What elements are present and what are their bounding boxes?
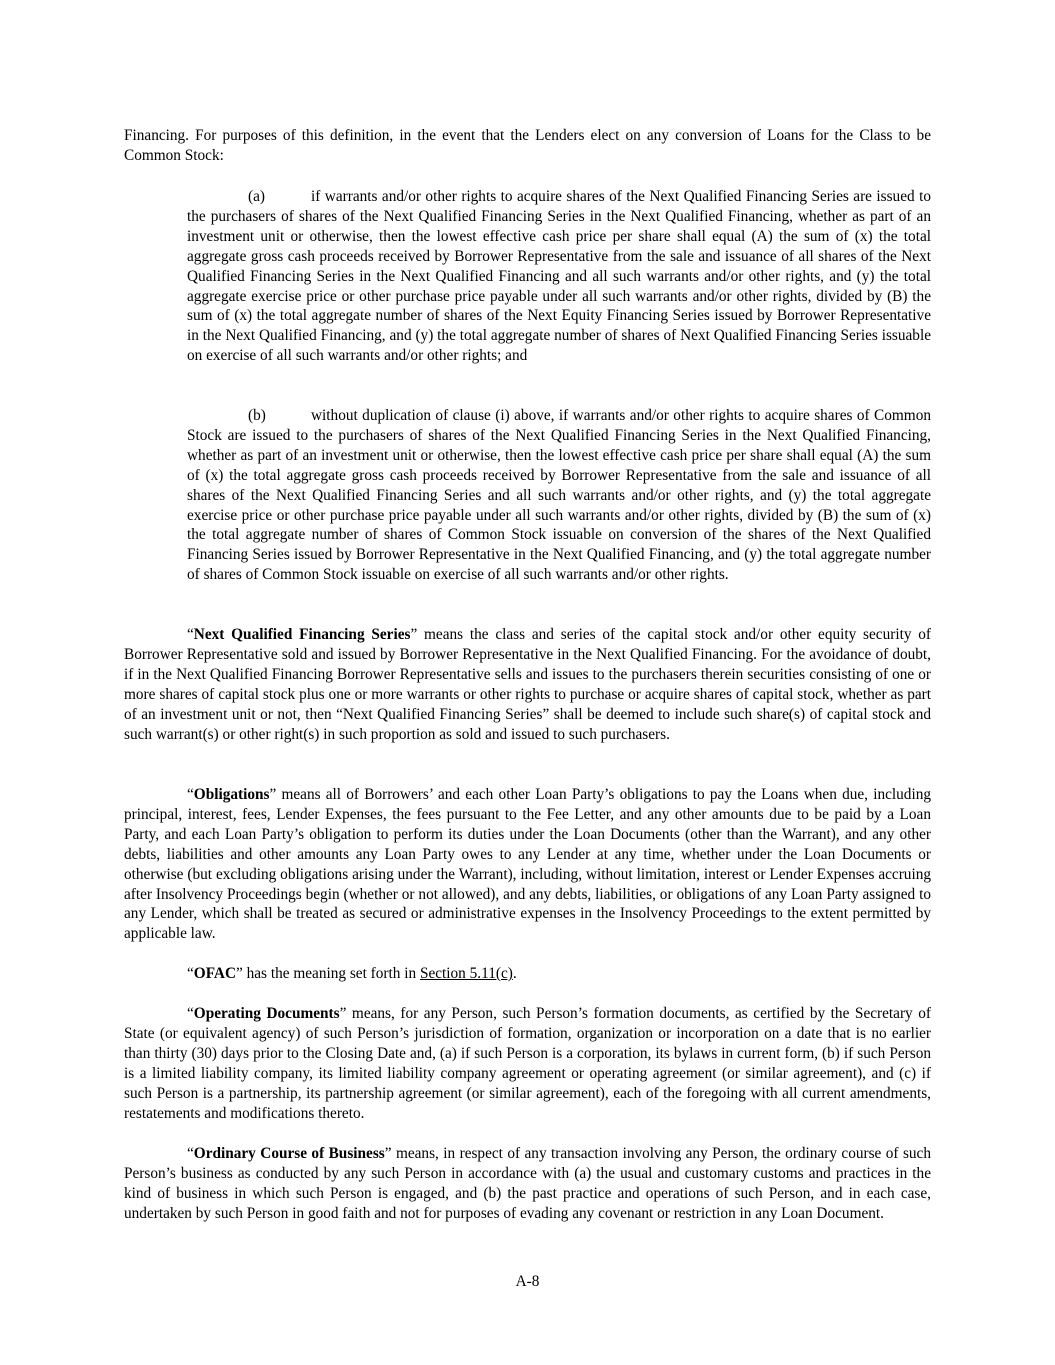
clause-b — [187, 406, 931, 585]
defined-term: Obligations — [193, 786, 270, 803]
defined-term: Ordinary Course of Business — [193, 1145, 385, 1162]
clause-a-label: (a) — [248, 188, 265, 205]
definition-text: ” means, in respect of any transaction involving any Person, the ordinary course of such Person’s business as conducted by any such Person in accordance with (a) the usual and customary customs and practices in the kind of business in which such Person is engaged, and (b) the past practice and operations of such Person, and in each case, undertaken by such Person in good faith and not for purposes of evading any covenant or restriction in any Loan Document. — [124, 1145, 931, 1222]
defined-term: Next Qualified Financing Series — [193, 626, 411, 643]
definition-text: ” has the meaning set forth in — [236, 965, 420, 982]
clause-a — [187, 187, 931, 366]
definition-ofac: “OFAC” has the meaning set forth in Section 5.11(c). — [187, 965, 517, 982]
definition-text: ” means, for any Person, such Person’s formation documents, as certified by the Secretary of State (or equivalent agency) of such Person’s jurisdiction of formation, organization or incorporation on a date that is no earlier than thirty (30) days prior to the Closing Date and, (a) if such Person is a corporation, its bylaws in current form, (b) if such Person is a limited liability company, its limited liability company agreement or operating agreement (or similar agreement), and (c) if such Person is a partnership, its partnership agreement (or similar agreement), each of the foregoing with all current amendments, restatements and modifications thereto. — [124, 1005, 931, 1122]
definition-next-qualified-financing-series: “Next Qualified Financing Series” means the class and series of the capital stock and/or other equity security of Borrower Representative sold and issued by Borrower Representative in the Next Qualified Financing. For the avoidance of doubt, if in the Next Qualified Financing Borrower Representative sells and issues to the purchasers therein securities consisting of one or more shares of capital stock plus one or more warrants or other rights to purchase or acquire shares of capital stock, whether as part of an investment unit or not, then “Next Qualified Financing Series” shall be deemed to include such share(s) of capital stock and such warrant(s) or other right(s) in such proportion as sold and issued to such purchasers. — [124, 626, 932, 743]
definition-obligations: “Obligations” means all of Borrowers’ and each other Loan Party’s obligations to pay the Loans when due, including principal, interest, fees, Lender Expenses, the fees pursuant to the Fee Letter, and any other amounts due to be paid by a Loan Party, and each Loan Party’s obligation to perform its duties under the Loan Documents (other than the Warrant), and any other debts, liabilities and other amounts any Loan Party owes to any Lender at any time, whether under the Loan Documents or otherwise (but excluding obligations arising under the Warrant), including, without limitation, interest or Lender Expenses accruing after Insolvency Proceedings begin (whether or not allowed), and any debts, liabilities, or obligations of any Loan Party assigned to any Lender, which shall be treated as secured or administrative expenses in the Insolvency Proceedings to the extent permitted by applicable law. — [124, 786, 931, 943]
section-reference-link[interactable]: Section 5.11(c) — [419, 965, 513, 982]
definition-text: ” means all of Borrowers’ and each other Loan Party’s obligations to pay the Loans when due, including principal, interest, fees, Lender Expenses, the fees pursuant to the Fee Letter, and any other amounts due to be paid by a Loan Party, and each Loan Party’s obligation to perform its duties under the Loan Documents (other than the Warrant), and any other debts, liabilities and other amounts any Loan Party owes to any Lender at any time, whether under the Loan Documents or otherwise (but excluding obligations arising under the Warrant), including, without limitation, interest or Lender Expenses accruing after Insolvency Proceedings begin (whether or not allowed), and any debts, liabilities, or obligations of any Loan Party assigned to any Lender, which shall be treated as secured or administrative expenses in the Insolvency Proceedings to the extent permitted by applicable law. — [124, 786, 931, 943]
definition-operating-documents: “Operating Documents” means, for any Person, such Person’s formation documents, as certified by the Secretary of State (or equivalent agency) of such Person’s jurisdiction of formation, organization or incorporation on a date that is no earlier than thirty (30) days prior to the Closing Date and, (a) if such Person is a corporation, its bylaws in current form, (b) if such Person is a limited liability company, its limited liability company agreement or operating agreement (or similar agreement), and (c) if such Person is a partnership, its partnership agreement (or similar agreement), each of the foregoing with all current amendments, restatements and modifications thereto. — [124, 1005, 931, 1122]
definition-text: ” means the class and series of the capital stock and/or other equity security of Borrower Representative sold and issued by Borrower Representative in the Next Qualified Financing. For the avoidance of doubt, if in the Next Qualified Financing Borrower Representative sells and issues to the purchasers therein securities consisting of one or more shares of capital stock plus one or more warrants or other rights to purchase or acquire shares of capital stock, whether as part of an investment unit or not, then “Next Qualified Financing Series” shall be deemed to include such share(s) of capital stock and such warrant(s) or other right(s) in such proportion as sold and issued to such purchasers. — [124, 626, 932, 743]
defined-term: OFAC — [193, 965, 236, 982]
clause-b-text: without duplication of clause (i) above, if warrants and/or other rights to acquire shares of Common Stock are issued to the purchasers of shares of the Next Qualified Financing Series in the Next Qualified Financing, whether as part of an investment unit or otherwise, then the lowest effective cash price per share shall equal (A) the sum of (x) the total aggregate gross cash proceeds received by Borrower Representative from the sale and issuance of all shares of the Next Qualified Financing Series and all such warrants and/or other rights, and (y) the total aggregate exercise price or other purchase price payable under all such warrants and/or other rights, divided by (B) the sum of (x) the total aggregate number of shares of Common Stock issuable on conversion of the shares of the Next Qualified Financing Series issued by Borrower Representative in the Next Qualified Financing, and (y) the total aggregate number of shares of Common Stock issuable on exercise of all such warrants and/or other rights. — [187, 407, 931, 584]
defined-term: Operating Documents — [193, 1005, 340, 1022]
page-number: A-8 — [515, 1273, 540, 1290]
intro-paragraph: Financing. For purposes of this definition, in the event that the Lenders elect on any conversion of Loans for the Class to be Common Stock: — [124, 127, 931, 164]
definition-ordinary-course-of-business: “Ordinary Course of Business” means, in respect of any transaction involving any Person, the ordinary course of such Person’s business as conducted by any such Person in accordance with (a) the usual and customary customs and practices in the kind of business in which such Person is engaged, and (b) the past practice and operations of such Person, and in each case, undertaken by such Person in good faith and not for purposes of evading any covenant or restriction in any Loan Document. — [124, 1145, 931, 1222]
clause-a-text: if warrants and/or other rights to acquire shares of the Next Qualified Financing Series are issued to the purchasers of shares of the Next Qualified Financing Series in the Next Qualified Financing, whether as part of an investment unit or otherwise, then the lowest effective cash price per share shall equal (A) the sum of (x) the total aggregate gross cash proceeds received by Borrower Representative from the sale and issuance of all shares of the Next Qualified Financing Series in the Next Qualified Financing and all such warrants and/or other rights, and (y) the total aggregate exercise price or other purchase price payable under all such warrants and/or other rights, divided by (B) the sum of (x) the total aggregate number of shares of the Next Equity Financing Series issued by Borrower Representative in the Next Qualified Financing, and (y) the total aggregate number of shares of Next Qualified Financing Series issuable on exercise of all such warrants and/or other rights; and — [187, 188, 931, 365]
clause-b-label: (b) — [248, 407, 266, 424]
